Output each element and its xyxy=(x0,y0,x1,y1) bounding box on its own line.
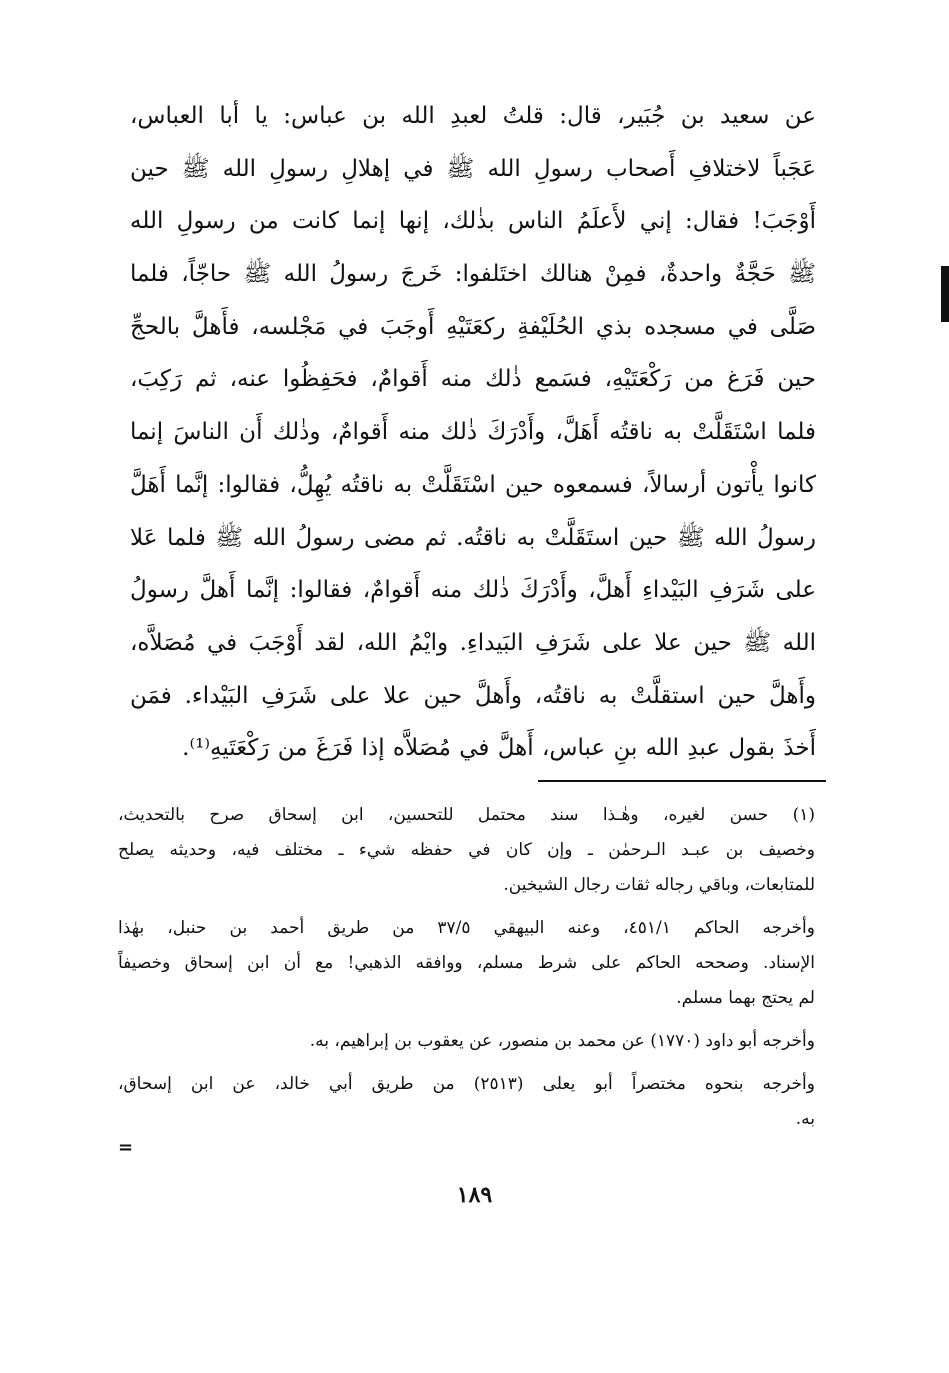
continuation-mark: = xyxy=(118,1137,134,1158)
main-text-line: حين فَرَغ من رَكْعَتَيْهِ، فسَمع ذٰلك منه أَقوامٌ، فحَفِظُوا عنه، ثم رَكِبَ، xyxy=(130,366,816,393)
main-text-line: صَلَّى في مسجده بذي الحُلَيْفةِ ركعَتَيْهِ أَوجَبَ في مَجْلسه، فأَهلَّ بالحجِّ xyxy=(130,313,816,340)
main-text-line: عن سعيد بن جُبَير، قال: قلتُ لعبدِ الله بن عباس: يا أبا العباس، xyxy=(130,103,816,129)
page-edge-mark xyxy=(941,266,949,322)
footnotes-block xyxy=(118,798,815,1145)
footnote-line: الإسناد. وصححه الحاكم على شرط مسلم، ووافقه الذهبي! مع أن ابن إسحاق وخصيفاً xyxy=(118,953,815,973)
main-text-line: عَجَباً لاختلافِ أَصحاب رسولِ الله ﷺ في إهلالِ رسولِ الله ﷺ حين xyxy=(130,155,816,182)
footnote-1 xyxy=(118,798,815,903)
main-text-line: فلما اسْتَقَلَّتْ به ناقتُه أَهَلَّ، وأَدْرَكَ ذٰلك منه أَقوامٌ، وذٰلك أَن الناسَ إنما xyxy=(130,419,816,446)
footnote-abu-dawud xyxy=(118,1024,815,1059)
footnote-line: به. xyxy=(795,1109,815,1129)
footnote-hakim xyxy=(118,911,815,1016)
main-text-line: أَخذَ بقول عبدِ الله بنِ عباس، أَهلَّ في مُصَلاَّه إذا فَرَغَ من رَكْعَتَيهِ⁽¹⁾. xyxy=(182,735,816,762)
main-text-line: كانوا يأْتون أرسالاً، فسمعوه حين اسْتَقَلَّتْ به ناقتُه يُهِلُّ، فقالوا: إنَّما أَهَلَّ xyxy=(130,471,816,498)
main-text-line: على شَرَفِ البَيْداءِ أَهلَّ، وأَدْرَكَ ذٰلك منه أَقوامٌ، فقالوا: إنَّما أَهلَّ رسولُ xyxy=(130,577,816,604)
footnote-line: وأخرجه بنحوه مختصراً أبو يعلى (٢٥١٣) من طريق أبي خالد، عن ابن إسحاق، xyxy=(118,1074,815,1094)
footnote-line: (١) حسن لغيره، وهٰـذا سند محتمل للتحسين، ابن إسحاق صرح بالتحديث، xyxy=(118,805,815,825)
footnote-line: للمتابعات، وباقي رجاله ثقات رجال الشيخين. xyxy=(503,875,815,895)
page-number: ١٨٩ xyxy=(456,1182,493,1208)
main-text-line: الله ﷺ حين علا على شَرَفِ البَيداءِ. وايْمُ الله، لقد أَوْجَبَ في مُصَلاَّه، xyxy=(130,629,816,656)
main-text-line: وأَهلَّ حين استقلَّتْ به ناقتُه، وأَهلَّ حين علا على شَرَفِ البَيْداء. فمَن xyxy=(130,682,816,709)
main-text-line: رسولُ الله ﷺ حين استَقَلَّتْ به ناقتُه. ثم مضى رسولُ الله ﷺ فلما عَلا xyxy=(130,524,816,551)
main-text-block xyxy=(130,90,816,775)
footnote-line: وخصيف بن عبـد الـرحمٰن ـ وإن كان في حفظه شيء ـ مختلف فيه، وحديثه يصلح xyxy=(118,840,815,860)
footnote-abu-yala xyxy=(118,1067,815,1137)
footnote-line: لم يحتج بهما مسلم. xyxy=(676,988,815,1008)
main-text-line: أَوْجَبَ! فقال: إني لأَعلَمُ الناس بذٰلك، إنها إنما كانت من رسولِ الله xyxy=(130,208,816,235)
footnote-line: وأخرجه الحاكم ٤٥١/١، وعنه البيهقي ٣٧/٥ من طريق أحمد بن حنبل، بهٰذا xyxy=(118,918,815,938)
footnote-divider xyxy=(538,780,826,782)
main-text-line: ﷺ حَجَّةٌ واحدةٌ، فمِنْ هنالك اختَلفوا: خَرجَ رسولُ الله ﷺ حاجّاً، فلما xyxy=(130,261,816,288)
footnote-line: وأخرجه أبو داود (١٧٧٠) عن محمد بن منصور، عن يعقوب بن إبراهيم، به. xyxy=(309,1031,815,1051)
